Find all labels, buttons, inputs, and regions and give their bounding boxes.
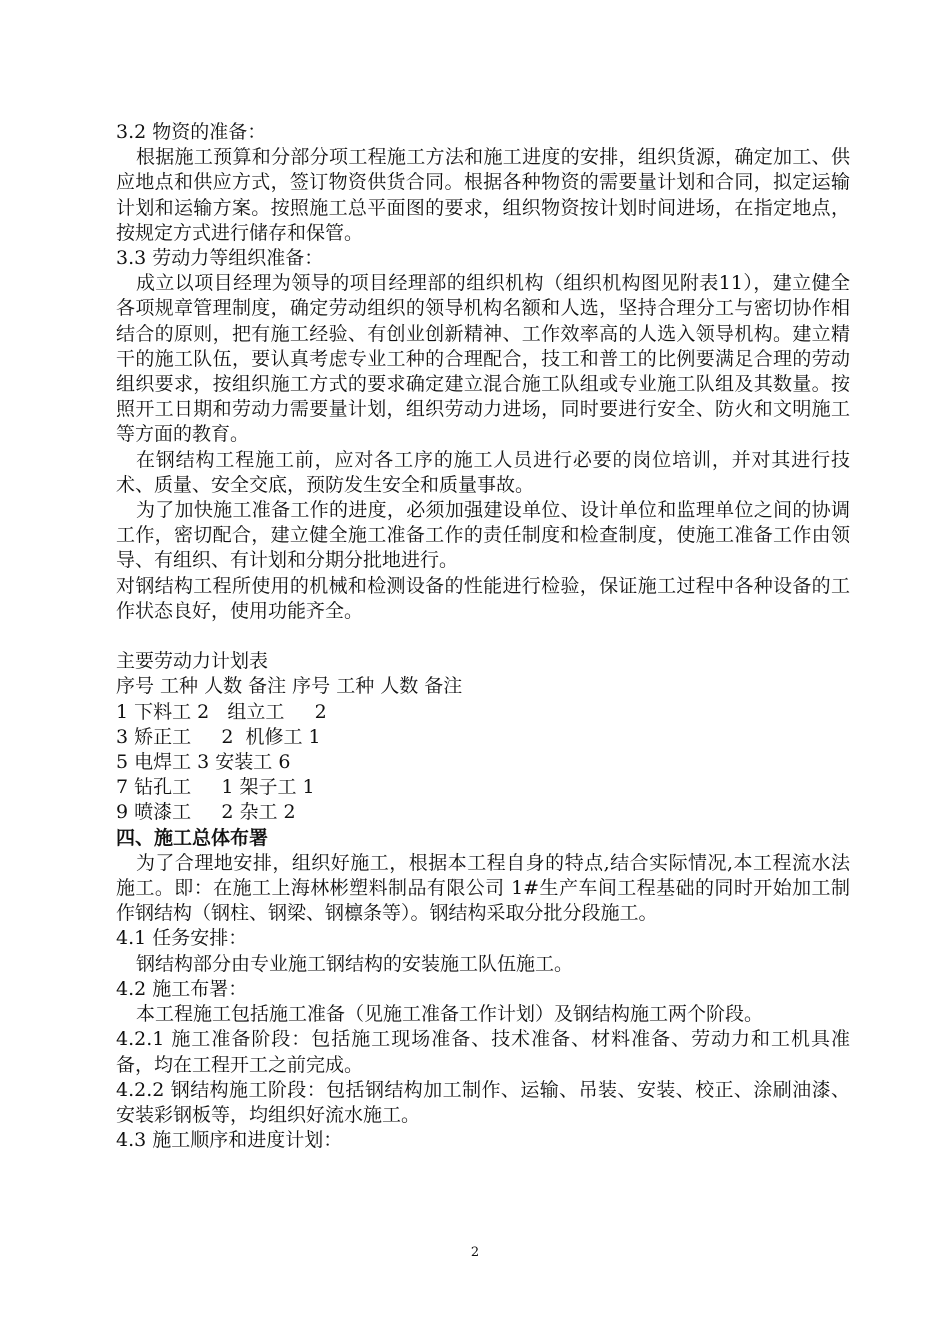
heading-4-3: 4.3 施工顺序和进度计划： (116, 1129, 343, 1152)
heading-4-1: 4.1 任务安排： (116, 927, 248, 950)
paragraph-3-3-a: 成立以项目经理为领导的项目经理部的组织机构（组织机构图见附表11），建立健全各项规章管理制度，确定劳动组织的领导机构名额和人选，坚持合理分工与密切协作相结合的原则，把有施工经验、有创业创新精神、工作效率高的人选入领导机构。建立精干的施工队伍，要认真考虑专业工种的合理配合，技工和普工的比例要满足合理的劳动组织要求，按组织施工方式的要求确定建立混合施工队组或专业施工队组及其数量。按照开工日期和劳动力需要量计划，组织劳动力进场，同时要进行安全、防火和文明施工等方面的教育。 (116, 272, 850, 446)
heading-4-2: 4.2 施工布署： (116, 977, 248, 1000)
paragraph-4: 为了合理地安排，组织好施工，根据本工程自身的特点,结合实际情况,本工程流水法施工。即：在施工上海林彬塑料制品有限公司 1#生产车间工程基础的同时开始加工制作钢结构（钢柱、钢梁、钢檩条等）。钢结构采取分批分段施工。 (116, 851, 850, 925)
heading-3-3: 3.3 劳动力等组织准备： (116, 247, 324, 270)
table-row: 9 喷漆工 2 杂工 2 (116, 801, 296, 824)
paragraph-4-1: 钢结构部分由专业施工钢结构的安装施工队伍施工。 (135, 952, 573, 975)
paragraph-3-3-b: 在钢结构工程施工前，应对各工序的施工人员进行必要的岗位培训，并对其进行技术、质量、安全交底，预防发生安全和质量事故。 (116, 448, 850, 496)
paragraph-4-2-2: 4.2.2 钢结构施工阶段：包括钢结构加工制作、运输、吊装、安装、校正、涂刷油漆、安装彩钢板等，均组织好流水施工。 (116, 1078, 850, 1126)
document-body (116, 120, 850, 1153)
table-title: 主要劳动力计划表 (116, 650, 269, 673)
table-row: 7 钻孔工 1 架子工 1 (116, 776, 315, 799)
paragraph-3-3-d: 对钢结构工程所使用的机械和检测设备的性能进行检验，保证施工过程中各种设备的工作状态良好，使用功能齐全。 (116, 574, 850, 622)
paragraph-4-2-1: 4.2.1 施工准备阶段：包括施工现场准备、技术准备、材料准备、劳动力和工机具准备，均在工程开工之前完成。 (116, 1028, 850, 1076)
section-4-heading: 四、施工总体布署 (116, 826, 269, 849)
blank-line (116, 624, 850, 649)
page-number: 2 (470, 1245, 480, 1260)
heading-3-2: 3.2 物资的准备： (116, 121, 267, 143)
table-row: 1 下料工 2 组立工 2 (116, 700, 327, 723)
table-row: 3 矫正工 2 机修工 1 (116, 725, 321, 748)
paragraph-3-2: 根据施工预算和分部分项工程施工方法和施工进度的安排，组织货源，确定加工、供应地点和供应方式，签订物资供货合同。根据各种物资的需要量计划和合同，拟定运输计划和运输方案。按照施工总平面图的要求，组织物资按计划时间进场，在指定地点，按规定方式进行储存和保管。 (116, 146, 850, 244)
paragraph-4-2: 本工程施工包括施工准备（见施工准备工作计划）及钢结构施工两个阶段。 (135, 1003, 763, 1026)
table-row: 序号 工种 人数 备注 序号 工种 人数 备注 (116, 675, 463, 698)
table-row: 5 电焊工 3 安装工 6 (116, 751, 291, 774)
paragraph-3-3-c: 为了加快施工准备工作的进度，必须加强建设单位、设计单位和监理单位之间的协调工作，密切配合，建立健全施工准备工作的责任制度和检查制度，使施工准备工作由领导、有组织、有计划和分期分批地进行。 (116, 499, 850, 572)
